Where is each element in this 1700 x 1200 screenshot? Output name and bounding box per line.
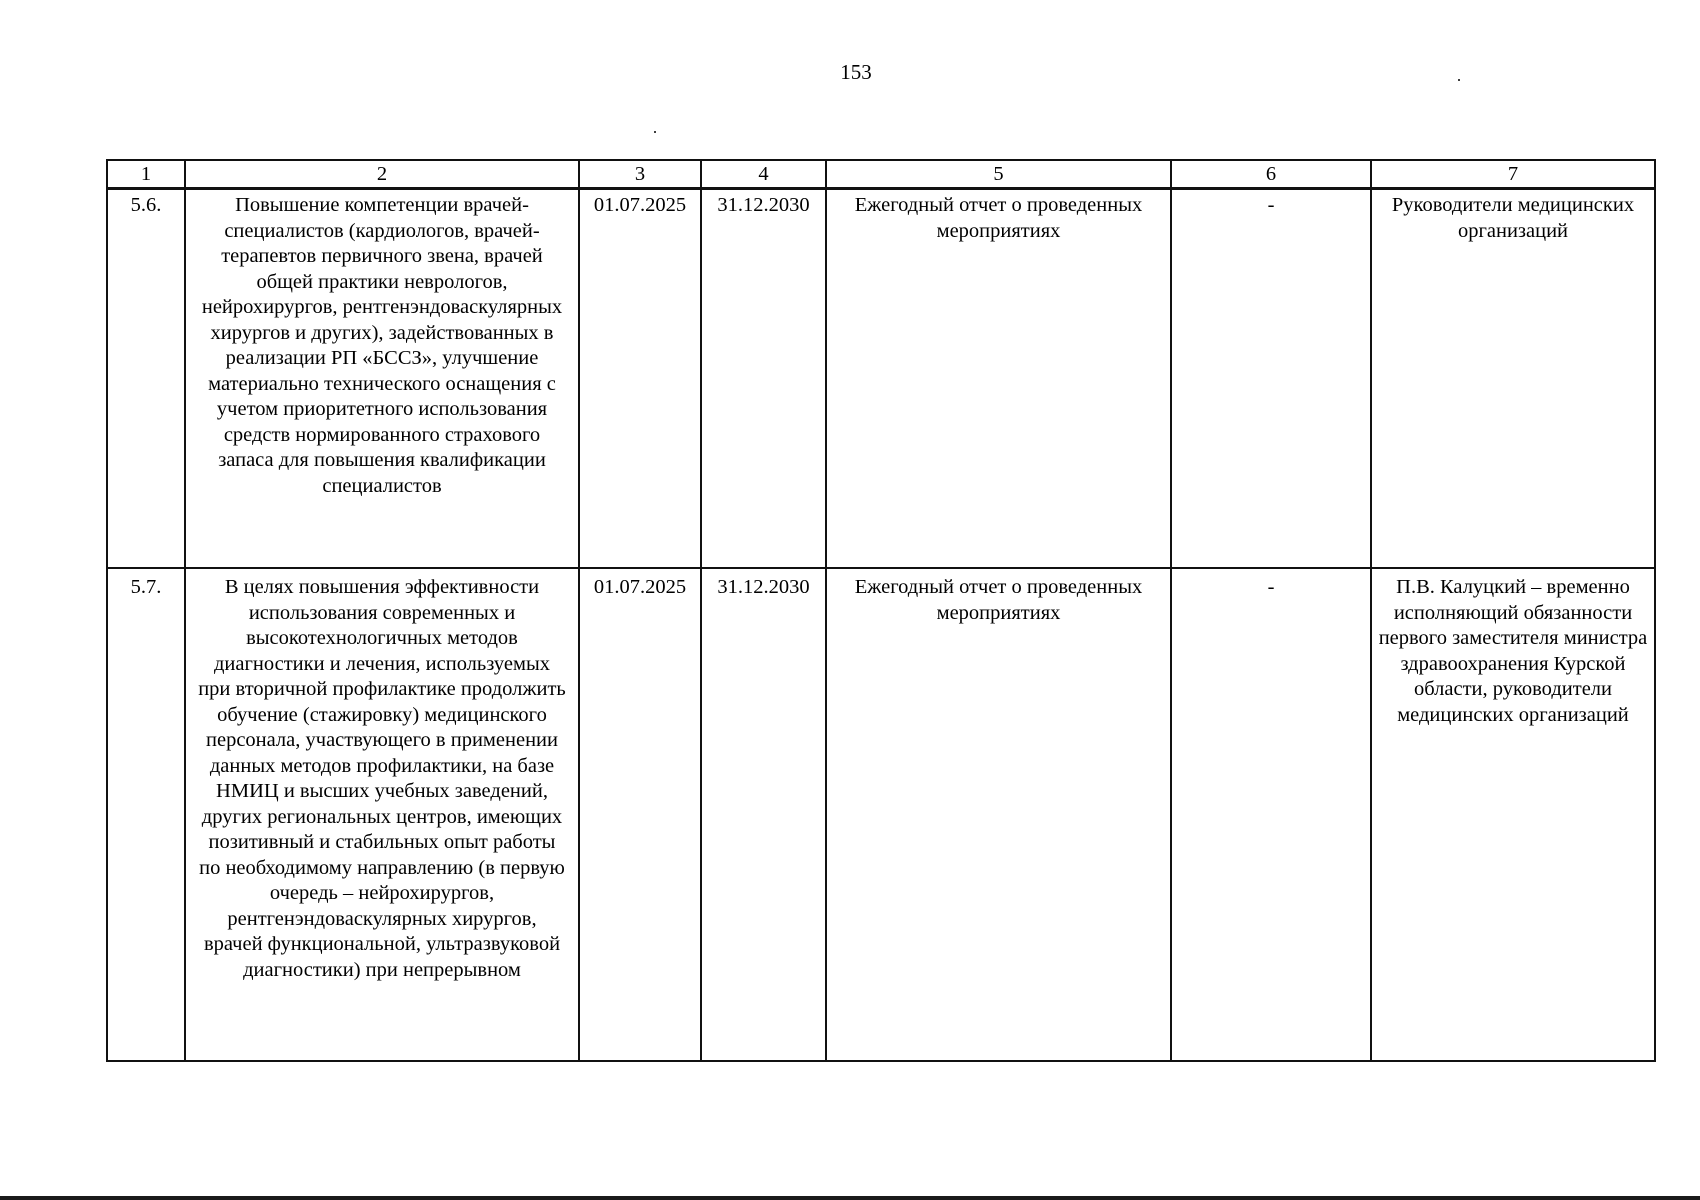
item-description: Повышение компетенции врачей-специалистов (кардиологов, врачей-терапевтов первичного звена, врачей общей практики неврологов, нейрохирургов, рентгенэндоваскулярных хирургов и других), задействованных в реализации РП «БССЗ», улучшение материально технического оснащения с учетом приоритетного использования средств нормированного страхового запаса для повышения квалификации специалистов: [185, 189, 579, 569]
column-header: 1: [107, 160, 185, 189]
scan-speck: [1458, 79, 1460, 81]
column-header: 2: [185, 160, 579, 189]
table-header-row: [107, 160, 1655, 189]
item-number: 5.6.: [107, 189, 185, 569]
column-header: 3: [579, 160, 701, 189]
table-row: [107, 568, 1655, 1061]
end-date: 31.12.2030: [701, 189, 826, 569]
responsible-persons: П.В. Калуцкий – временно исполняющий обязанности первого заместителя министра здравоохранения Курской области, руководители медицинских организаций: [1371, 568, 1655, 1061]
expected-result: Ежегодный отчет о проведенных мероприятиях: [826, 568, 1171, 1061]
page-number: 153: [840, 60, 872, 84]
item-number: 5.7.: [107, 568, 185, 1061]
item-description: В целях повышения эффективности использования современных и высокотехнологичных методов диагностики и лечения, используемых при вторичной профилактике продолжить обучение (стажировку) медицинского персонала, участвующего в применении данных методов профилактики, на базе НМИЦ и высших учебных заведений, других региональных центров, имеющих позитивный и стабильных опыт работы по необходимому направлению (в первую очередь – нейрохирургов, рентгенэндоваскулярных хирургов, врачей функциональной, ультразвуковой диагностики) при непрерывном: [185, 568, 579, 1061]
expected-result: Ежегодный отчет о проведенных мероприятиях: [826, 189, 1171, 569]
column-header: 4: [701, 160, 826, 189]
start-date: 01.07.2025: [579, 189, 701, 569]
end-date: 31.12.2030: [701, 568, 826, 1061]
column-6-value: -: [1171, 568, 1371, 1061]
column-header: 7: [1371, 160, 1655, 189]
responsible-persons: Руководители медицинских организаций: [1371, 189, 1655, 569]
measures-table: [106, 159, 1656, 1062]
scan-edge-line: [0, 1196, 1700, 1200]
column-header: 6: [1171, 160, 1371, 189]
column-6-value: -: [1171, 189, 1371, 569]
scan-speck: [654, 131, 656, 133]
column-header: 5: [826, 160, 1171, 189]
start-date: 01.07.2025: [579, 568, 701, 1061]
table-row: [107, 189, 1655, 569]
